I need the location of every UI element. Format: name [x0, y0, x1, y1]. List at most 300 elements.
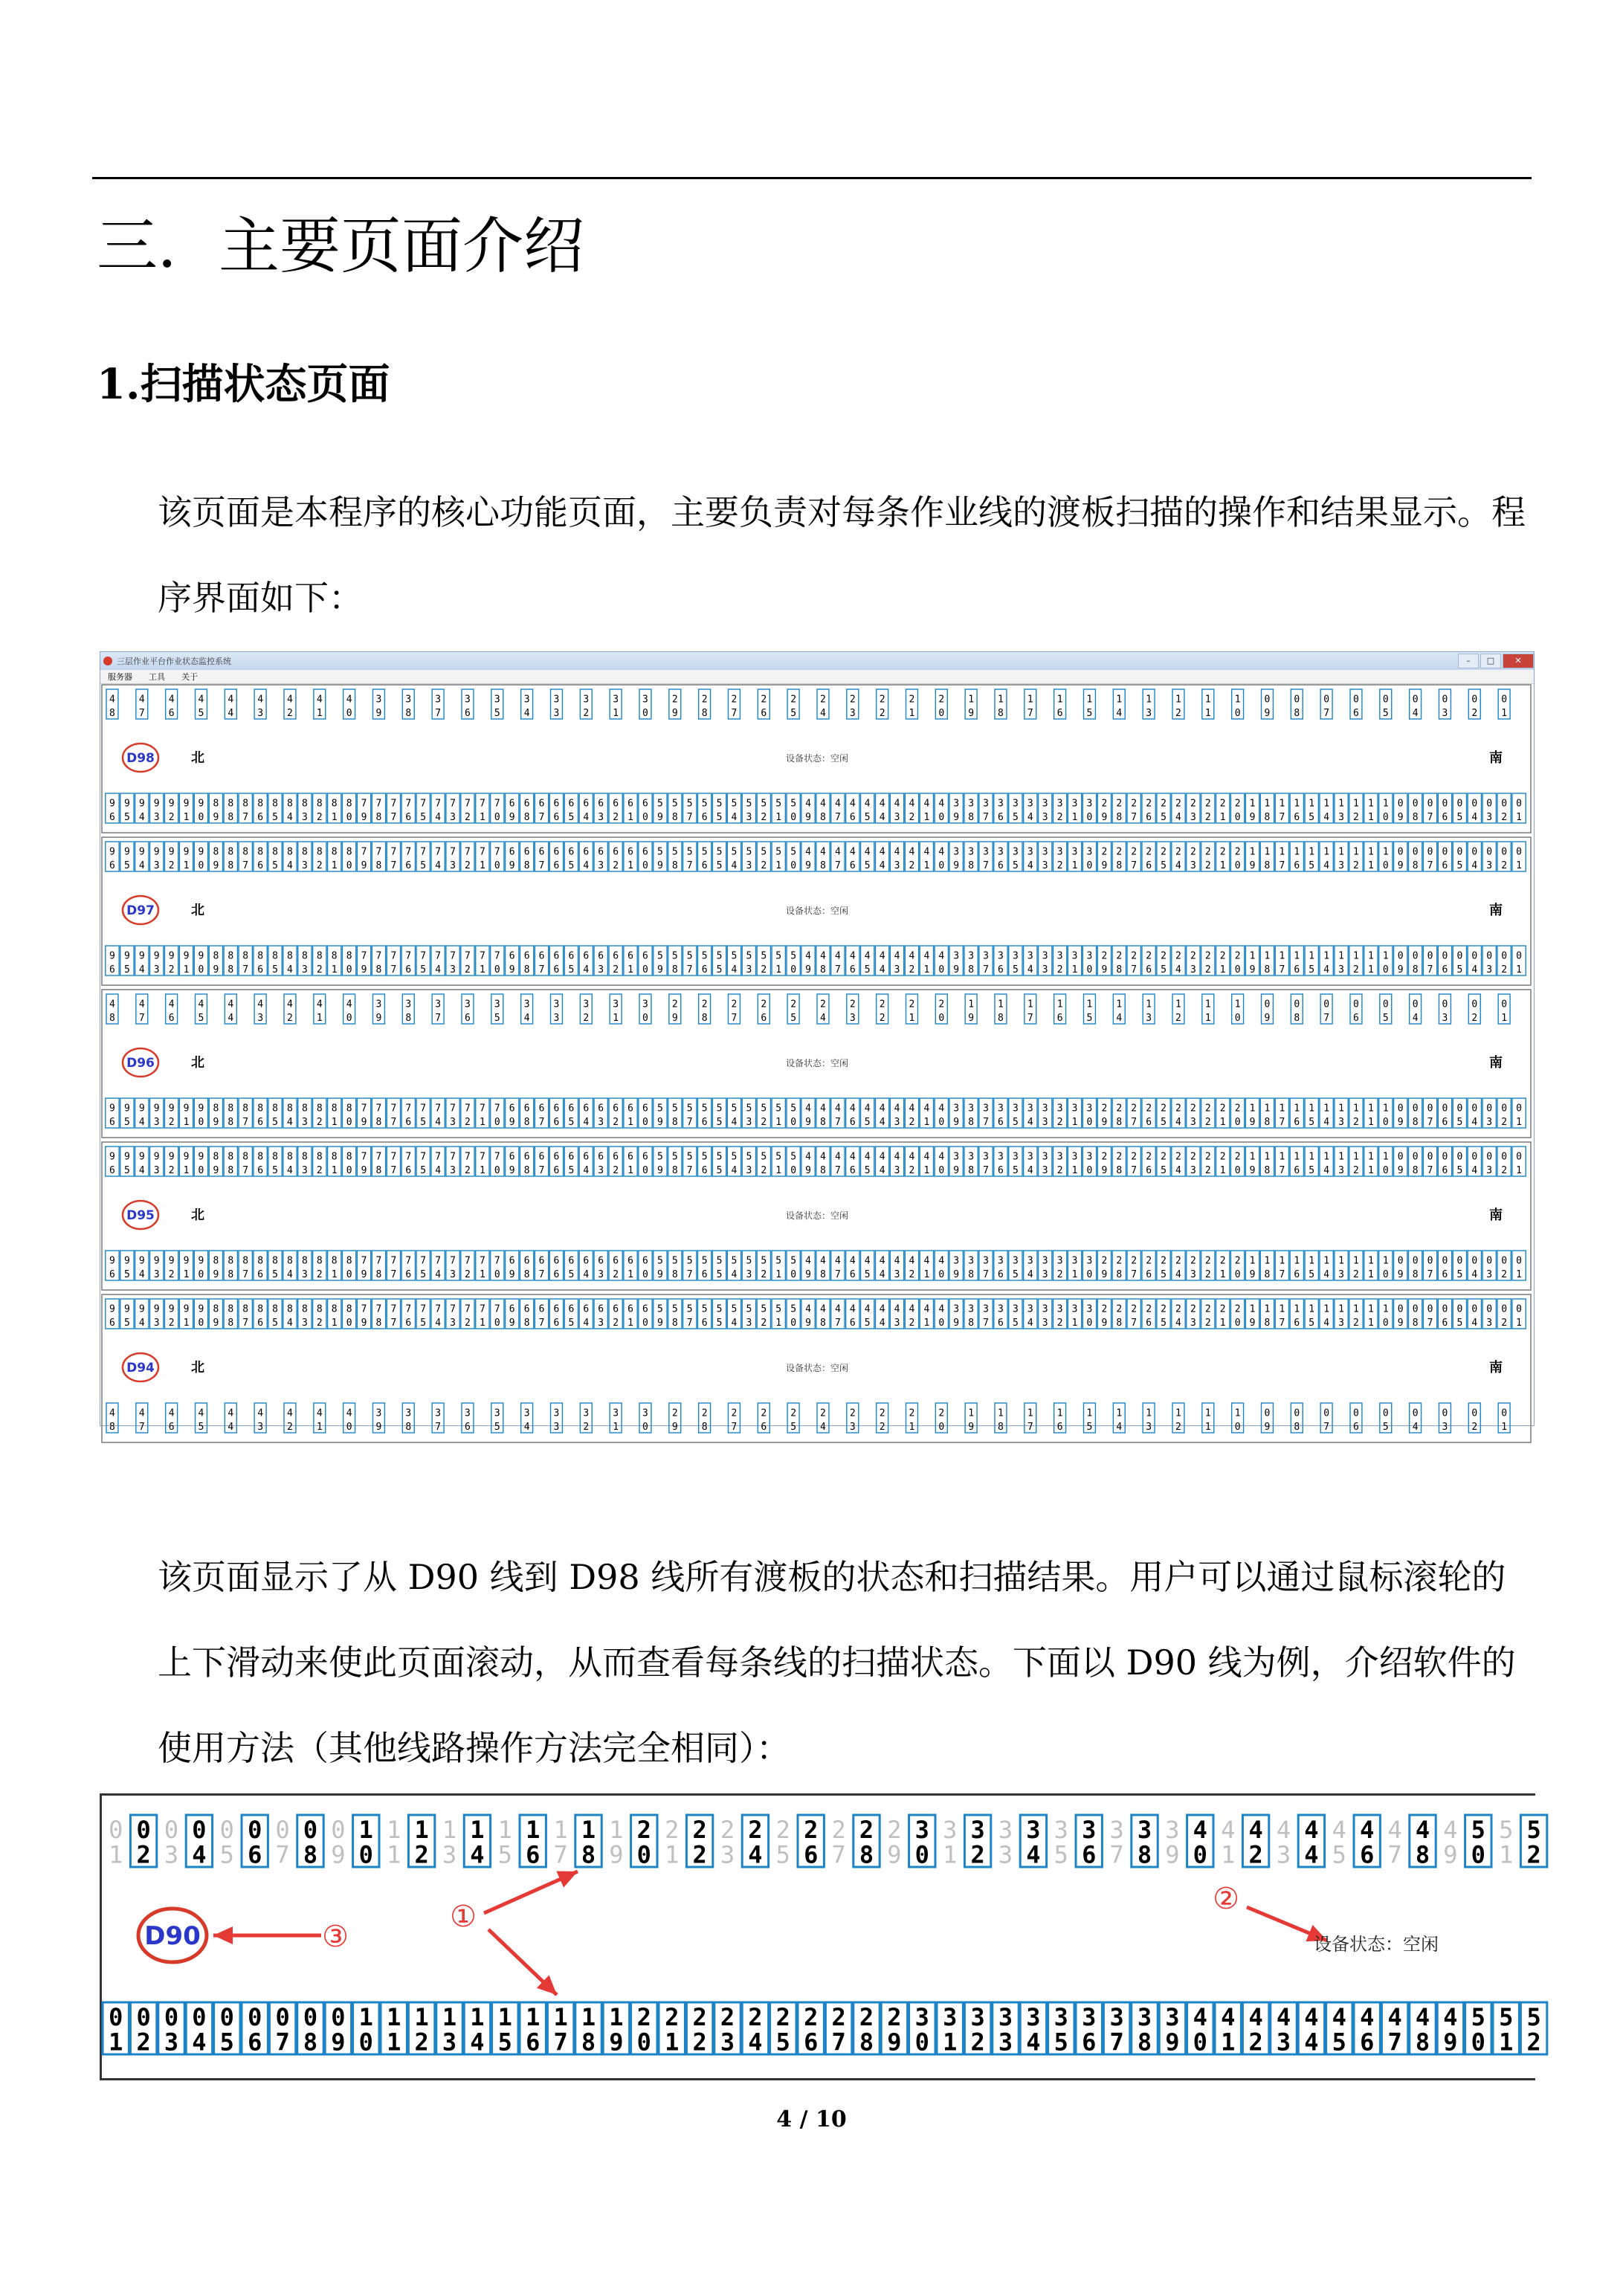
board-cell-digit: 5: [1309, 860, 1315, 871]
board-cell-digit: 8: [331, 1303, 338, 1315]
board-cell-digit: 1: [1338, 846, 1344, 858]
board-cell-digit: 7: [420, 798, 427, 810]
board-cell-digit: 1: [479, 1117, 485, 1128]
board-cell-digit: 9: [213, 860, 219, 871]
north-label: 北: [191, 750, 204, 766]
minimize-button[interactable]: –: [1458, 654, 1479, 668]
board-cell-digit: 2: [820, 1407, 826, 1419]
board-cell-digit: 0: [1323, 999, 1330, 1010]
board-cell-digit: 5: [671, 950, 678, 962]
board-cell-digit: 7: [375, 798, 382, 810]
board-cell-digit: 9: [1101, 964, 1108, 976]
board-cell-digit: 5: [1456, 1165, 1463, 1176]
board-cell-digit: 8: [820, 812, 826, 823]
board-cell-digit: 1: [1071, 1318, 1078, 1329]
board-cell-digit: 1: [775, 1117, 782, 1128]
board-cell-digit: 4: [894, 1103, 900, 1115]
board-cell-digit: 1: [923, 1165, 930, 1176]
board-cell-digit: 3: [613, 1407, 619, 1419]
board-cell-digit: 1: [183, 964, 190, 976]
detail-cell-digit: 3: [442, 1840, 457, 1869]
board-cell-digit: 5: [731, 1103, 738, 1115]
board-cell-digit: 9: [183, 1103, 190, 1115]
board-cell-digit: 7: [538, 1318, 545, 1329]
board-cell-digit: 2: [1056, 1165, 1063, 1176]
board-cell-digit: 5: [420, 1318, 427, 1329]
board-cell-digit: 2: [1146, 798, 1152, 810]
board-cell-digit: 3: [968, 1103, 975, 1115]
board-cell-digit: 5: [790, 1255, 797, 1267]
board-cell-digit: 7: [375, 1103, 382, 1115]
board-cell-digit: 3: [968, 846, 975, 858]
board-cell-digit: 0: [938, 1422, 945, 1433]
board-cell-digit: 2: [465, 1165, 471, 1176]
board-cell-digit: 5: [272, 812, 278, 823]
board-cell-digit: 5: [1456, 964, 1463, 976]
board-cell-digit: 8: [671, 860, 678, 871]
board-cell-digit: 1: [775, 1318, 782, 1329]
board-cell-digit: 6: [568, 846, 575, 858]
board-cell-digit: 7: [435, 1255, 442, 1267]
board-cell-digit: 9: [109, 1255, 115, 1267]
board-cell-digit: 4: [849, 846, 856, 858]
board-cell-digit: 8: [1412, 1269, 1419, 1280]
board-cell-digit: 7: [983, 964, 989, 976]
board-cell-digit: 2: [761, 1165, 767, 1176]
board-cell-digit: 0: [938, 812, 945, 823]
board-cell-digit: 6: [701, 1318, 708, 1329]
line-id-label: D98: [126, 751, 155, 766]
board-cell-digit: 2: [1175, 1303, 1181, 1315]
board-cell-digit: 2: [761, 1407, 767, 1419]
board-cell-digit: 4: [287, 1269, 293, 1280]
board-cell-digit: 9: [183, 1151, 190, 1163]
board-cell-digit: 6: [257, 1117, 264, 1128]
detail-cell-digit: 6: [1082, 2028, 1097, 2057]
board-cell-digit: 4: [834, 798, 841, 810]
board-cell-digit: 5: [420, 1269, 427, 1280]
board-cell-digit: 9: [213, 964, 219, 976]
board-cell-digit: 4: [938, 846, 945, 858]
board-cell-digit: 5: [731, 846, 738, 858]
board-cell-digit: 1: [1116, 999, 1123, 1010]
board-cell-digit: 8: [1294, 1422, 1300, 1433]
board-cell-digit: 9: [123, 1151, 130, 1163]
board-cell-digit: 0: [1427, 846, 1433, 858]
detail-cell-digit: 4: [1387, 2002, 1402, 2031]
board-cell-digit: 7: [390, 846, 397, 858]
board-cell-digit: 0: [1471, 950, 1478, 962]
board-cell-digit: 9: [123, 950, 130, 962]
board-cell-digit: 1: [1071, 964, 1078, 976]
board-cell-digit: 3: [1042, 1255, 1048, 1267]
board-cell-digit: 9: [153, 950, 160, 962]
board-cell-digit: 3: [1042, 1117, 1048, 1128]
board-cell-digit: 4: [1412, 1422, 1419, 1433]
board-cell-digit: 5: [272, 1117, 278, 1128]
board-cell-digit: 2: [1131, 1151, 1138, 1163]
board-cell-digit: 1: [1204, 1407, 1211, 1419]
board-cell-digit: 4: [138, 694, 145, 706]
board-cell-digit: 2: [1353, 1318, 1359, 1329]
board-cell-digit: 1: [1071, 1269, 1078, 1280]
board-cell-digit: 1: [1516, 964, 1522, 976]
board-cell-digit: 1: [909, 1013, 915, 1024]
board-cell-digit: 2: [168, 1269, 175, 1280]
board-cell-digit: 0: [1486, 1255, 1493, 1267]
detail-cell-digit: 8: [1137, 2028, 1152, 2057]
board-cell-digit: 2: [1116, 1303, 1123, 1315]
board-cell-digit: 9: [1249, 1318, 1256, 1329]
board-cell-digit: 4: [109, 999, 115, 1010]
board-cell-digit: 5: [1309, 1318, 1315, 1329]
board-cell-digit: 4: [228, 1407, 234, 1419]
board-cell-digit: 3: [1071, 1303, 1078, 1315]
board-cell-digit: 7: [1131, 964, 1138, 976]
board-cell-digit: 3: [1042, 1151, 1048, 1163]
board-cell-digit: 5: [686, 1255, 693, 1267]
board-cell-digit: 0: [1086, 1269, 1093, 1280]
detail-cell-digit: 9: [887, 1840, 902, 1869]
board-cell-digit: 5: [1309, 1269, 1315, 1280]
board-cell-digit: 5: [656, 1255, 663, 1267]
board-cell-digit: 6: [849, 1318, 856, 1329]
board-cell-digit: 4: [109, 694, 115, 706]
board-cell-digit: 4: [228, 999, 234, 1010]
board-cell-digit: 3: [983, 846, 989, 858]
detail-cell-digit: 2: [665, 1815, 680, 1844]
board-cell-digit: 4: [879, 1103, 885, 1115]
board-cell-digit: 2: [1204, 964, 1211, 976]
board-cell-digit: 6: [1294, 1165, 1300, 1176]
board-cell-digit: 4: [805, 1151, 811, 1163]
detail-cell-digit: 7: [1387, 2028, 1402, 2057]
board-cell-digit: 0: [642, 1318, 648, 1329]
board-cell-digit: 3: [1042, 846, 1048, 858]
board-cell-digit: 5: [790, 1103, 797, 1115]
line-id-label: D97: [126, 903, 155, 918]
board-cell-digit: 4: [938, 950, 945, 962]
board-cell-digit: 8: [968, 1117, 975, 1128]
menu-about[interactable]: 关于: [181, 672, 198, 682]
board-cell-digit: 4: [938, 1255, 945, 1267]
board-cell-digit: 6: [523, 1303, 530, 1315]
board-cell-digit: 2: [613, 1165, 619, 1176]
board-cell-digit: 3: [1146, 1422, 1152, 1433]
board-cell-digit: 0: [1412, 1255, 1419, 1267]
board-cell-digit: 5: [656, 846, 663, 858]
board-cell-digit: 4: [138, 1407, 145, 1419]
board-cell-digit: 7: [1027, 1422, 1033, 1433]
board-cell-digit: 0: [1234, 1117, 1241, 1128]
board-cell-digit: 6: [523, 798, 530, 810]
board-cell-digit: 7: [375, 950, 382, 962]
board-cell-digit: 3: [1012, 1151, 1019, 1163]
board-cell-digit: 2: [879, 1422, 885, 1433]
board-cell-digit: 1: [1323, 1151, 1330, 1163]
board-cell-digit: 0: [494, 812, 500, 823]
board-cell-digit: 5: [420, 964, 427, 976]
board-cell-digit: 0: [1442, 1407, 1448, 1419]
board-cell-digit: 5: [568, 860, 575, 871]
board-cell-digit: 1: [331, 964, 338, 976]
board-cell-digit: 8: [331, 1151, 338, 1163]
board-cell-digit: 3: [553, 1407, 560, 1419]
board-cell-digit: 7: [983, 812, 989, 823]
detail-cell-digit: 9: [331, 1840, 346, 1869]
board-cell-digit: 6: [642, 1303, 648, 1315]
board-cell-digit: 1: [1367, 1269, 1374, 1280]
board-cell-digit: 1: [1367, 1165, 1374, 1176]
board-cell-digit: 8: [257, 798, 264, 810]
board-cell-digit: 3: [953, 846, 960, 858]
board-cell-digit: 7: [450, 1151, 456, 1163]
board-cell-digit: 6: [613, 950, 619, 962]
detail-cell-digit: 5: [1526, 1815, 1541, 1844]
board-cell-digit: 2: [316, 1318, 323, 1329]
board-cell-digit: 7: [983, 1269, 989, 1280]
board-cell-digit: 0: [1427, 1303, 1433, 1315]
board-cell-digit: 4: [198, 1407, 204, 1419]
board-cell-digit: 2: [613, 812, 619, 823]
board-cell-digit: 6: [553, 1255, 560, 1267]
board-cell-digit: 6: [1442, 1318, 1448, 1329]
board-cell-digit: 1: [627, 860, 633, 871]
detail-cell-digit: 0: [331, 2002, 346, 2031]
board-cell-digit: 4: [820, 798, 826, 810]
close-button[interactable]: ✕: [1503, 654, 1534, 668]
board-cell-digit: 4: [257, 694, 264, 706]
board-cell-digit: 5: [746, 1255, 752, 1267]
board-cell-digit: 4: [346, 1407, 352, 1419]
board-cell-digit: 2: [938, 999, 945, 1010]
maximize-button[interactable]: □: [1480, 654, 1501, 668]
board-cell-digit: 0: [1486, 950, 1493, 962]
board-cell-digit: 1: [1294, 846, 1300, 858]
board-cell-digit: 1: [1086, 999, 1093, 1010]
board-cell-digit: 6: [598, 1255, 604, 1267]
board-cell-digit: 7: [390, 1103, 397, 1115]
board-cell-digit: 5: [272, 964, 278, 976]
board-cell-digit: 3: [494, 694, 500, 706]
board-cell-digit: 1: [1175, 1407, 1181, 1419]
board-cell-digit: 7: [538, 964, 545, 976]
board-cell-digit: 8: [820, 1165, 826, 1176]
detail-cell-digit: 8: [303, 2028, 318, 2057]
board-cell-digit: 0: [346, 964, 352, 976]
board-cell-digit: 2: [1501, 964, 1508, 976]
board-cell-digit: 2: [761, 1318, 767, 1329]
board-cell-digit: 4: [909, 1103, 915, 1115]
board-cell-digit: 1: [1353, 846, 1359, 858]
detail-cell-digit: 6: [248, 1840, 262, 1869]
detail-cell-digit: 4: [1360, 2002, 1375, 2031]
board-cell-digit: 3: [1027, 1151, 1033, 1163]
board-cell-digit: 7: [375, 846, 382, 858]
detail-cell-digit: 4: [1248, 1815, 1263, 1844]
board-cell-digit: 1: [183, 1165, 190, 1176]
board-cell-digit: 1: [479, 1318, 485, 1329]
board-cell-digit: 9: [656, 1318, 663, 1329]
board-cell-digit: 1: [1071, 860, 1078, 871]
detail-cell-digit: 4: [192, 2028, 207, 2057]
board-cell-digit: 7: [375, 1255, 382, 1267]
board-cell-digit: 3: [1486, 1165, 1493, 1176]
board-cell-digit: 7: [686, 1318, 693, 1329]
board-cell-digit: 8: [1116, 1269, 1123, 1280]
board-cell-digit: 1: [1501, 1422, 1508, 1433]
board-cell-digit: 3: [1027, 1103, 1033, 1115]
board-cell-digit: 0: [1382, 1165, 1389, 1176]
detail-cell-digit: 0: [136, 1815, 151, 1844]
board-cell-digit: 3: [849, 1013, 856, 1024]
menu-server[interactable]: 服务器: [108, 672, 132, 682]
board-cell-digit: 4: [923, 798, 930, 810]
board-cell-digit: 7: [390, 1255, 397, 1267]
board-cell-digit: 7: [479, 846, 485, 858]
board-cell-digit: 0: [1516, 846, 1522, 858]
board-cell-digit: 1: [923, 860, 930, 871]
board-cell-digit: 1: [1279, 846, 1285, 858]
board-cell-digit: 0: [494, 1318, 500, 1329]
board-cell-digit: 5: [701, 1151, 708, 1163]
board-cell-digit: 7: [834, 1117, 841, 1128]
board-cell-digit: 8: [968, 860, 975, 871]
board-cell-digit: 9: [168, 1151, 175, 1163]
board-cell-digit: 2: [938, 1407, 945, 1419]
board-cell-digit: 9: [1249, 812, 1256, 823]
board-cell-digit: 6: [405, 1318, 412, 1329]
board-cell-digit: 0: [1471, 1151, 1478, 1163]
board-cell-digit: 8: [213, 1303, 219, 1315]
board-cell-digit: 9: [361, 964, 367, 976]
board-cell-digit: 1: [1071, 1117, 1078, 1128]
subsection-title: 1.扫描状态页面: [97, 360, 390, 409]
board-cell-digit: 4: [138, 812, 145, 823]
board-cell-digit: 2: [879, 708, 885, 719]
board-cell-digit: 5: [1086, 1422, 1093, 1433]
board-cell-digit: 2: [909, 694, 915, 706]
detail-cell-digit: 3: [164, 2028, 179, 2057]
board-cell-digit: 7: [479, 950, 485, 962]
detail-cell-digit: 1: [387, 1840, 401, 1869]
board-cell-digit: 3: [1042, 798, 1048, 810]
board-cell-digit: 5: [123, 1269, 130, 1280]
board-cell-digit: 8: [228, 950, 234, 962]
board-cell-digit: 6: [1294, 964, 1300, 976]
board-cell-digit: 1: [1294, 950, 1300, 962]
board-cell-digit: 4: [138, 1165, 145, 1176]
board-cell-digit: 2: [287, 1013, 293, 1024]
board-cell-digit: 5: [731, 1151, 738, 1163]
board-cell-digit: 3: [450, 860, 456, 871]
board-cell-digit: 2: [1116, 1103, 1123, 1115]
board-cell-digit: 5: [731, 798, 738, 810]
board-cell-digit: 5: [864, 860, 871, 871]
board-cell-digit: 0: [790, 812, 797, 823]
board-cell-digit: 0: [1234, 964, 1241, 976]
board-cell-digit: 2: [465, 964, 471, 976]
detail-cell-digit: 3: [164, 1840, 179, 1869]
board-cell-digit: 5: [1012, 812, 1019, 823]
south-label: 南: [1489, 750, 1503, 766]
board-cell-digit: 5: [1309, 1165, 1315, 1176]
board-cell-digit: 9: [138, 846, 145, 858]
board-cell-digit: 6: [998, 1165, 1004, 1176]
board-cell-digit: 6: [627, 1151, 633, 1163]
board-cell-digit: 8: [301, 1103, 308, 1115]
board-cell-digit: 0: [1427, 1255, 1433, 1267]
board-cell-digit: 1: [1353, 798, 1359, 810]
board-cell-digit: 2: [316, 812, 323, 823]
board-cell-digit: 3: [1338, 964, 1344, 976]
board-cell-digit: 0: [938, 964, 945, 976]
board-cell-digit: 3: [598, 1318, 604, 1329]
board-cell-digit: 4: [228, 694, 234, 706]
detail-cell-digit: 2: [665, 2002, 680, 2031]
board-cell-digit: 5: [716, 812, 723, 823]
board-cell-digit: 1: [923, 1318, 930, 1329]
board-cell-digit: 1: [1367, 964, 1374, 976]
board-cell-digit: 2: [1219, 1103, 1226, 1115]
board-cell-digit: 2: [1161, 1303, 1167, 1315]
top-rule: [92, 177, 1532, 179]
board-cell-digit: 2: [1204, 1151, 1211, 1163]
board-cell-digit: 2: [1353, 1117, 1359, 1128]
board-cell-digit: 1: [1367, 1255, 1374, 1267]
board-cell-digit: 4: [138, 860, 145, 871]
board-cell-digit: 8: [287, 1151, 293, 1163]
board-cell-digit: 3: [553, 1013, 560, 1024]
menu-tools[interactable]: 工具: [149, 672, 165, 682]
board-cell-digit: 7: [1131, 812, 1138, 823]
board-cell-digit: 7: [390, 1165, 397, 1176]
detail-cell-digit: 1: [470, 2002, 485, 2031]
board-cell-digit: 0: [1234, 1013, 1241, 1024]
board-cell-digit: 1: [331, 1318, 338, 1329]
detail-cell-digit: 9: [887, 2028, 902, 2057]
board-cell-digit: 4: [346, 999, 352, 1010]
detail-cell-digit: 3: [1276, 1840, 1291, 1869]
detail-cell-digit: 0: [275, 2002, 290, 2031]
board-cell-digit: 9: [1249, 1269, 1256, 1280]
d90-status-label: 设备状态：空闲: [1314, 1934, 1439, 1955]
board-cell-digit: 1: [183, 812, 190, 823]
board-cell-digit: 7: [390, 1318, 397, 1329]
board-cell-digit: 8: [998, 1013, 1004, 1024]
board-cell-digit: 0: [1516, 950, 1522, 962]
board-cell-digit: 0: [1442, 1255, 1448, 1267]
board-cell-digit: 3: [983, 1103, 989, 1115]
detail-cell-digit: 4: [1193, 2002, 1207, 2031]
board-cell-digit: 0: [198, 964, 204, 976]
board-cell-digit: 6: [405, 964, 412, 976]
board-cell-digit: 6: [627, 1103, 633, 1115]
detail-cell-digit: 5: [1471, 1815, 1485, 1844]
board-cell-digit: 7: [361, 1303, 367, 1315]
detail-cell-digit: 0: [164, 2002, 179, 2031]
board-cell-digit: 9: [198, 846, 204, 858]
board-cell-digit: 7: [390, 950, 397, 962]
board-cell-digit: 2: [761, 1269, 767, 1280]
board-cell-digit: 7: [1279, 964, 1285, 976]
detail-cell-digit: 8: [1415, 1840, 1430, 1869]
board-cell-digit: 7: [1279, 812, 1285, 823]
board-cell-digit: 3: [153, 964, 160, 976]
board-cell-digit: 7: [405, 1103, 412, 1115]
board-cell-digit: 3: [746, 1318, 752, 1329]
board-cell-digit: 2: [583, 708, 590, 719]
